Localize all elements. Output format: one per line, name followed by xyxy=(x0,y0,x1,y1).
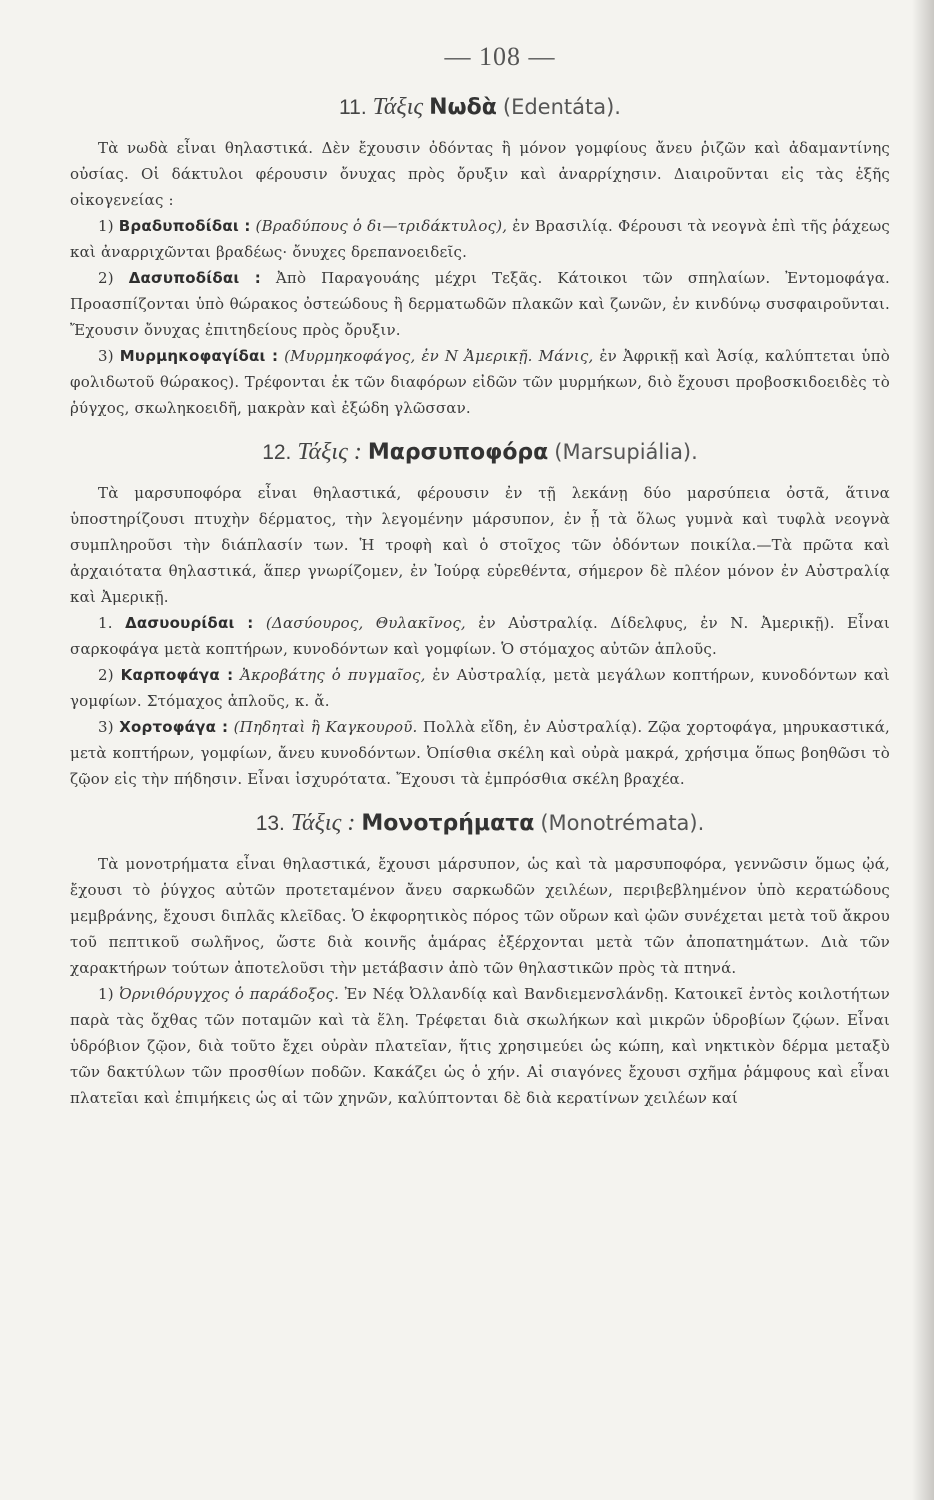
document-page xyxy=(70,42,890,1111)
family-name: Καρποφάγα : xyxy=(120,666,234,684)
section-monotremata xyxy=(70,810,890,1111)
item-text: Ἐν Νέᾳ Ὀλλανδίᾳ καὶ Βανδιεμενσλάνδῃ. Κατοικεῖ ἐντὸς κοιλοτήτων παρὰ τὰς ὄχθας τῶν ποταμῶν καὶ τὰ ἕλη. Τρέφεται διὰ σκωλήκων καὶ μικρῶν ὑδροβίων ζῴων. Εἶναι ὑδρόβιον ζῷον, διὰ τοῦτο ἔχει οὐρὰν πλατεῖαν, ἥτις χρησιμεύει ὡς κώπη, καὶ νηκτικὸν δέρμα μεταξὺ τῶν δακτύλων τῶν προσθίων ποδῶν. Κακάζει ὡς ὁ χήν. Αἱ σιαγόνες ἔχουσι σχῆμα ῥάμφους καὶ εἶναι πλατεῖαι καὶ ἐπιμήκεις ὡς αἱ τῶν χηνῶν, καλύπτονται δὲ διὰ κερατίνων χειλέων καί xyxy=(70,985,890,1107)
section-intro: Τὰ μαρσυποφόρα εἶναι θηλαστικά, φέρουσιν ἐν τῇ λεκάνῃ δύο μαρσύπεια ὀστᾶ, ἅτινα ὑποστηρίζουσι πτυχὴν δέρματος, τὴν λεγομένην μάρσυπον, ἐν ᾗ τὰ ὅλως γυμνὰ καὶ τυφλὰ νεογνὰ συμπληροῦσι τὴν διάπλασίν των. Ἡ τροφὴ καὶ ὁ στοῖχος τῶν ὀδόντων ποικίλα.—Τὰ πρῶτα καὶ ἀρχαιότατα θηλαστικά, ἅπερ γνωρίζομεν, ἐν Ἰούρᾳ εὑρεθέντα, σήμερον δὲ πλέον μόνον ἐν Αὐστραλίᾳ καὶ Ἀμερικῇ. xyxy=(70,484,890,606)
item-text: ἐν Βρασιλίᾳ. Φέρουσι τὰ νεογνὰ ἐπὶ τῆς ῥάχεως καὶ ἀναρριχῶνται βραδέως· ὄνυχες δρεπανοειδεῖς. xyxy=(70,217,891,261)
item-prefix: 1) xyxy=(98,217,114,235)
section-edentata xyxy=(70,94,890,421)
item-prefix: 3) xyxy=(98,347,114,365)
section-number: 13. xyxy=(255,812,285,835)
item-text: Ἀπὸ Παραγουάης μέχρι Τεξᾶς. Κάτοικοι τῶν σπηλαίων. Ἐντομοφάγα. Προασπίζονται ὑπὸ θώρακος ὀστεώδους ἢ δερματωδῶν πλακῶν καὶ ζωνῶν, ἐν κινδύνῳ συσφαιροῦνται. Ἔχουσιν ὄνυχας ἐπιτηδείους πρὸς ὄρυξιν. xyxy=(70,269,891,339)
family-name: Δασυουρίδαι : xyxy=(125,614,254,632)
item-italic: (Δασύουρος, Θυλακῖνος, xyxy=(265,614,466,632)
section-intro: Τὰ νωδὰ εἶναι θηλαστικά. Δὲν ἔχουσιν ὀδόντας ἢ μόνον γομφίους ἄνευ ῥιζῶν καὶ ἀδαμαντίνης οὐσίας. Οἱ δάκτυλοι φέρουσιν ὄνυχας πρὸς ὄρυξιν καὶ ἀναρρίχησιν. Διαιροῦνται εἰς τὰς ἑξῆς οἰκογενείας : xyxy=(70,139,890,209)
section-order-label: Τάξις : xyxy=(297,439,362,465)
section-name: Μονοτρήματα xyxy=(361,811,535,836)
list-item xyxy=(70,265,890,343)
item-prefix: 1) xyxy=(98,985,114,1003)
section-marsupialia xyxy=(70,439,890,792)
section-heading xyxy=(70,439,890,466)
item-prefix: 1. xyxy=(98,614,113,632)
list-item xyxy=(70,981,890,1111)
list-item xyxy=(70,662,890,714)
section-number: 12. xyxy=(262,441,292,464)
section-order-label: Τάξις : xyxy=(290,810,356,836)
family-name: Χορτοφάγα : xyxy=(119,718,229,736)
section-heading xyxy=(70,94,890,121)
item-italic: (Πηδηταὶ ἢ Καγκουροῦ. xyxy=(233,718,418,736)
section-name: Μαρσυποφόρα xyxy=(367,440,549,465)
section-intro: Τὰ μονοτρήματα εἶναι θηλαστικά, ἔχουσι μάρσυπον, ὡς καὶ τὰ μαρσυποφόρα, γεννῶσιν ὅμως ᾠά, ἔχουσι τὸ ῥύγχος αὐτῶν προτεταμένον ἄνευ σαρκωδῶν χειλέων, περιβεβλημένον ὑπὸ κερατώδους μεμβράνης, ἔχουσι διπλᾶς κλεῖδας. Ὁ ἐκφορητικὸς πόρος τῶν οὔρων καὶ ᾠῶν συνέχεται μετὰ τοῦ ἄκρου τοῦ πεπτικοῦ σωλῆνος, ὥστε διὰ κοινῆς ἁμάρας ἐξέρχονται μετὰ τῶν ἀποπατημάτων. Διὰ τῶν χαρακτήρων τούτων ἀποτελοῦσι τὴν μετάβασιν ἀπὸ τῶν θηλαστικῶν πρὸς τὰ πτηνά. xyxy=(70,855,890,977)
section-latin-name: (Marsupiália). xyxy=(554,440,698,464)
list-item xyxy=(70,714,890,792)
item-prefix: 3) xyxy=(98,718,114,736)
item-text: ἐν Αὐστραλίᾳ. Δίδελφυς, ἐν Ν. Ἀμερικῇ). Εἶναι σαρκοφάγα μετὰ κοπτήρων, κυνοδόντων καὶ γομφίων. Ὁ στόμαχος αὐτῶν ἁπλοῦς. xyxy=(70,614,891,658)
section-heading xyxy=(70,810,890,837)
section-order-label: Τάξις xyxy=(372,94,424,120)
family-name: Δασυποδίδαι : xyxy=(128,269,261,287)
item-text: Πολλὰ εἴδη, ἐν Αὐστραλίᾳ). Ζῷα χορτοφάγα, μηρυκαστικά, μετὰ κοπτήρων, γομφίων, ἄνευ κυνοδόντων. Ὀπίσθια σκέλη καὶ οὐρὰ μακρά, χρήσιμα ὅπως βοηθῶσι τὸ ζῷον εἰς τὴν πήδησιν. Εἶναι ἰσχυρότατα. Ἔχουσι τὰ ἐμπρόσθια σκέλη βραχέα. xyxy=(70,718,891,788)
family-name: Βραδυποδίδαι : xyxy=(118,217,251,235)
family-name: Μυρμηκοφαγίδαι : xyxy=(119,347,279,365)
item-prefix: 2) xyxy=(98,269,114,287)
item-italic: (Βραδύπους ὁ δι—τριδάκτυλος), xyxy=(255,217,508,235)
section-number: 11. xyxy=(339,96,367,119)
section-latin-name: (Edentáta). xyxy=(502,95,621,119)
item-prefix: 2) xyxy=(98,666,114,684)
section-latin-name: (Monotrémata). xyxy=(540,811,705,835)
item-italic: Ὀρνιθόρυγχος ὁ παράδοξος. xyxy=(119,985,340,1003)
page-fold-shadow xyxy=(912,0,934,1500)
list-item xyxy=(70,213,890,265)
section-name: Νωδὰ xyxy=(429,95,497,120)
item-italic: Ἀκροβάτης ὁ πυγμαῖος, xyxy=(240,666,426,684)
item-italic: (Μυρμηκοφάγος, ἐν Ν Ἀμερικῇ. Μάνις, xyxy=(284,347,594,365)
item-text: ἐν Αὐστραλίᾳ, μετὰ μεγάλων κοπτήρων, κυνοδόντων καὶ γομφίων. Στόμαχος ἁπλοῦς, κ. ἄ. xyxy=(70,666,890,710)
list-item xyxy=(70,343,890,421)
list-item xyxy=(70,610,890,662)
item-text: ἐν Ἀφρικῇ καὶ Ἀσίᾳ, καλύπτεται ὑπὸ φολιδωτοῦ θώρακος). Τρέφονται ἐκ τῶν διαφόρων εἰδῶν τῶν μυρμήκων, διὸ ἔχουσι προβοσκιδοειδὲς τὸ ῥύγχος, σκωληκοειδῆ, μακρὰν καὶ ἐξώδη γλῶσσαν. xyxy=(70,347,891,417)
page-number: — 108 — xyxy=(444,42,556,71)
